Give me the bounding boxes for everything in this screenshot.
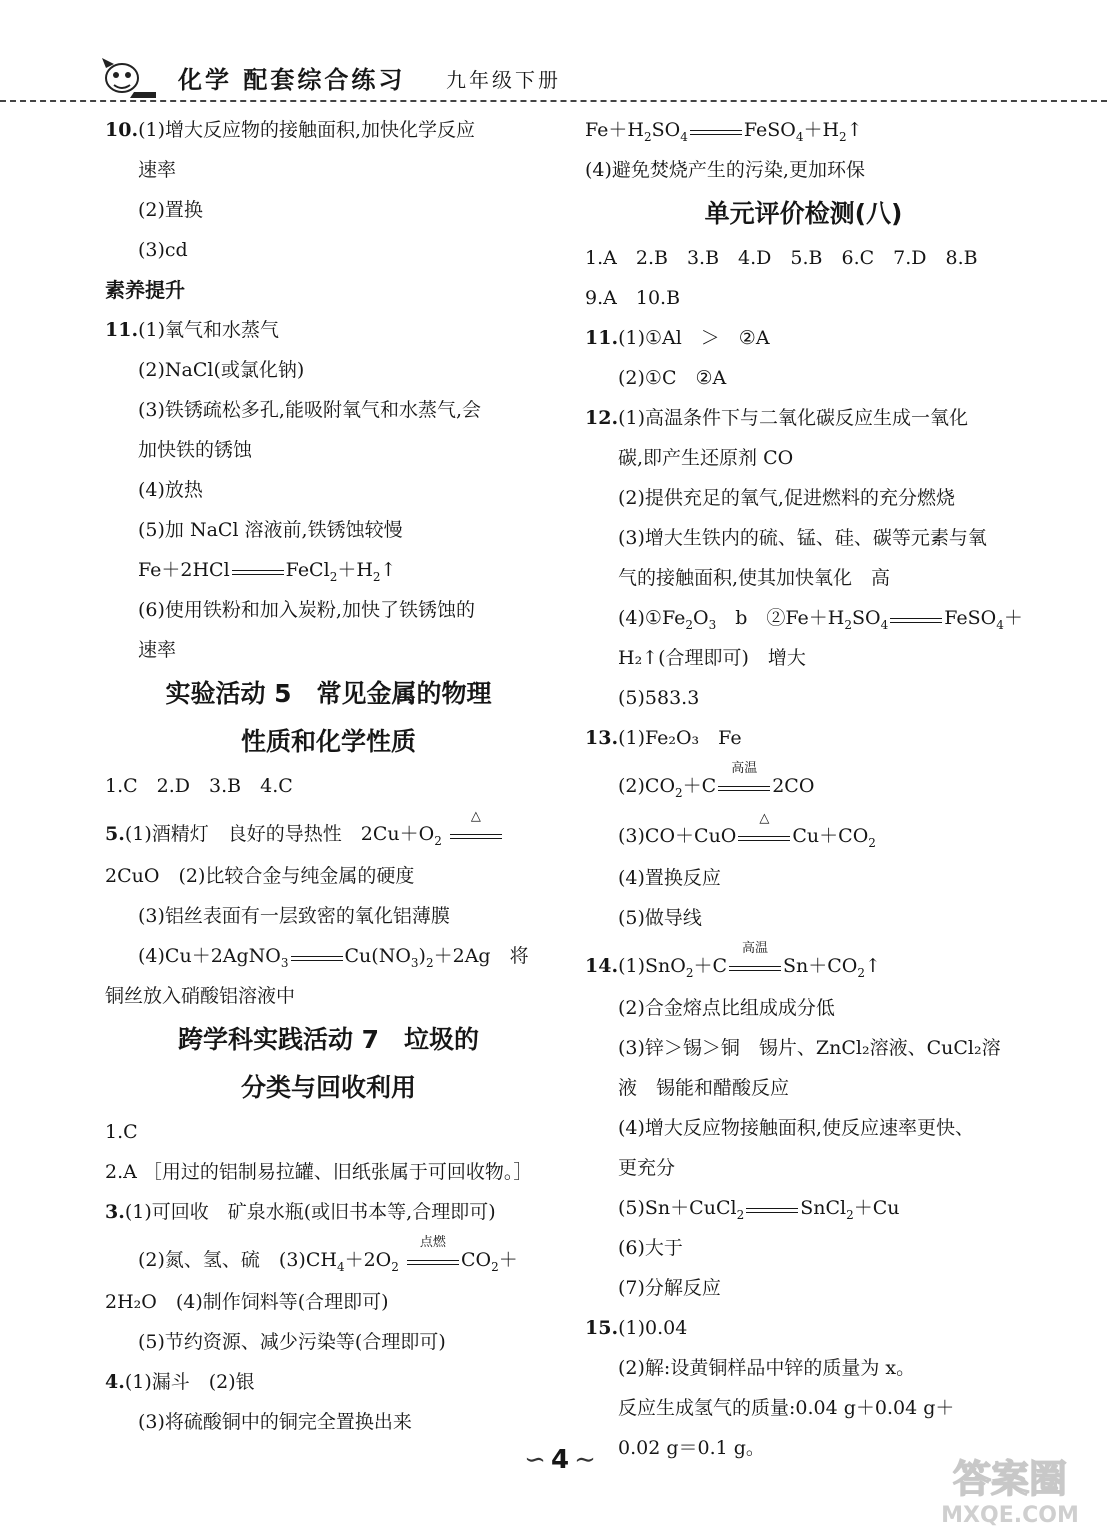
q15-part2: (2)解:设黄铜样品中锌的质量为 x。 [618, 1357, 916, 1379]
q11-part5: (5)加 NaCl 溶液前,铁锈蚀较慢 [138, 519, 403, 541]
section-title-practice7-line2: 分类与回收利用 [240, 1073, 416, 1102]
mc-answers-lab5: 1.C 2.D 3.B 4.C [105, 775, 293, 797]
section-title-unit8: 单元评价检测(八) [704, 199, 903, 228]
q12-part1-cont: 碳,即产生还原剂 CO [618, 447, 794, 469]
q13-part1: 13.(1)Fe₂O₃ Fe [585, 727, 742, 749]
r-q11-part1: 11.(1)①Al ＞ ②A [585, 327, 770, 349]
watermark-line2: MXQE.COM [941, 1503, 1079, 1528]
q13-part3: (3)CO＋CuO △ $Cu+CO_2$ [618, 811, 876, 850]
grade-label: 九年级下册 [446, 68, 561, 92]
watermark-logo [920, 1450, 1100, 1530]
q5-part3: (3)铝丝表面有一层致密的氧化铝薄膜 [138, 905, 450, 927]
q12-part4-cont: H₂↑(合理即可) 增大 [618, 647, 806, 669]
mc-answers-line1: 1.A 2.B 3.B 4.D 5.B 6.C 7.D 8.B [585, 247, 978, 269]
section-title-lab5-line1: 实验活动 5 常见金属的物理 [165, 679, 492, 708]
section-heading-suyang: 素养提升 [105, 278, 185, 302]
q3-part2-cont: 2H₂O (4)制作饲料等(合理即可) [105, 1291, 389, 1313]
page-header [0, 0, 1107, 104]
q5-part1: 5.(1)酒精灯 良好的导热性 $2Cu+O_2$ △ [105, 806, 552, 856]
header-divider [0, 100, 1107, 102]
q12-part3: (3)增大生铁内的硫、锰、硅、碳等元素与氧 [618, 527, 987, 549]
mascot-logo-icon [100, 56, 158, 100]
q15-part3-cont: 0.02 g＝0.1 g。 [618, 1437, 765, 1459]
q11-part3: (3)铁锈疏松多孔,能吸附氧气和水蒸气,会 [138, 399, 481, 421]
q14-part3: (3)锌＞锡＞铜 锡片、ZnCl₂溶液、CuCl₂溶 [618, 1037, 1001, 1059]
q14-part4-cont: 更充分 [618, 1157, 676, 1179]
q10-part1: 10.(1)增大反应物的接触面积,加快化学反应 [105, 119, 476, 141]
r-q11-part2: (2)①C ②A [618, 367, 727, 389]
answer-2: 2.A ［用过的铝制易拉罐、旧纸张属于可回收物。］ [105, 1161, 533, 1183]
watermark-line1: 答案圈 [952, 1457, 1068, 1501]
q11-part6-cont: 速率 [138, 639, 177, 661]
q3-part5: (5)节约资源、减少污染等(合理即可) [138, 1331, 446, 1353]
book-title: 化学 配套综合练习 [178, 65, 406, 94]
q14-part4: (4)增大反应物接触面积,使反应速率更快、 [618, 1117, 974, 1139]
q15-part3: 反应生成氢气的质量:0.04 g＋0.04 g＋ [618, 1397, 955, 1419]
q5-part4-cont: 铜丝放入硝酸铝溶液中 [105, 985, 296, 1007]
q14-part5: (5)Sn＋CuCl$_2$ SnCl$_2$＋Cu [618, 1197, 900, 1222]
q12-part3-cont: 气的接触面积,使其加快氧化 高 [618, 567, 891, 589]
q13-part5: (5)做导线 [618, 907, 702, 929]
q13-part4: (4)置换反应 [618, 867, 721, 889]
wave-right-icon: ∼ [574, 1445, 596, 1475]
q15-part1: 15.(1)0.04 [585, 1317, 688, 1339]
q12-part4: $(4)①Fe_2O_3$ b $②Fe+H_2SO_4$ FeSO$_4$＋ [618, 607, 1023, 632]
q14-part6: (6)大于 [618, 1237, 683, 1259]
page-number: 4 [550, 1445, 570, 1475]
q10-part3: (3)cd [138, 239, 188, 261]
q4-part1: 4.(1)漏斗 (2)银 [105, 1371, 255, 1393]
q11-part4: (4)放热 [138, 479, 203, 501]
right-column [585, 110, 1022, 1468]
mc-answers-line2: 9.A 10.B [585, 287, 681, 309]
section-title-lab5-line2: 性质和化学性质 [240, 727, 416, 756]
answer-1: 1.C [105, 1121, 138, 1143]
q11-part6: (6)使用铁粉和加入炭粉,加快了铁锈蚀的 [138, 599, 475, 621]
q12-part2: (2)提供充足的氧气,促进燃料的充分燃烧 [618, 487, 955, 509]
q3-part2: (2)氮、氢、硫 $(3)CH_4+2O_2$ 点燃 $CO_2+$ [138, 1235, 518, 1274]
q11-part2: (2)NaCl(或氯化钠) [138, 359, 305, 381]
q13-part2: $(2)CO_2+C$ 高温 2CO [618, 761, 815, 800]
page-footer [480, 1440, 640, 1480]
left-column [105, 110, 552, 1442]
q5-part2: 2CuO (2)比较合金与纯金属的硬度 [105, 865, 415, 887]
section-title-practice7-line1: 跨学科实践活动 7 垃圾的 [177, 1025, 480, 1054]
q5-part4: (4)Cu＋2AgNO$_3$ $Cu(NO_3)_2+2Ag$ 将 [138, 945, 529, 970]
q14-part2: (2)合金熔点比组成成分低 [618, 997, 835, 1019]
cont-part4: (4)避免焚烧产生的污染,更加环保 [585, 159, 865, 181]
q12-part1: 12.(1)高温条件下与二氧化碳反应生成一氧化 [585, 407, 968, 429]
q12-part5: (5)583.3 [618, 687, 700, 709]
q10-part2: (2)置换 [138, 199, 203, 221]
q10-part1-cont: 速率 [138, 159, 177, 181]
q11-part1: 11.(1)氧气和水蒸气 [105, 319, 279, 341]
q3-part1: 3.(1)可回收 矿泉水瓶(或旧书本等,合理即可) [105, 1201, 496, 1223]
q11-part3-cont: 加快铁的锈蚀 [138, 439, 253, 461]
wave-left-icon: ∽ [524, 1445, 546, 1475]
cont-equation: $Fe+H_2SO_4$ $FeSO_4+H_2↑$ [585, 119, 863, 144]
q14-part3-cont: 液 锡能和醋酸反应 [618, 1077, 790, 1099]
q14-part7: (7)分解反应 [618, 1277, 721, 1299]
q4-part3: (3)将硫酸铜中的铜完全置换出来 [138, 1411, 412, 1433]
q11-equation: Fe＋2HCl $FeCl_2+H_2↑$ [138, 559, 397, 584]
q14-part1: 14.(1)SnO$_2$＋C 高温 $Sn+CO_2↑$ [585, 941, 881, 980]
